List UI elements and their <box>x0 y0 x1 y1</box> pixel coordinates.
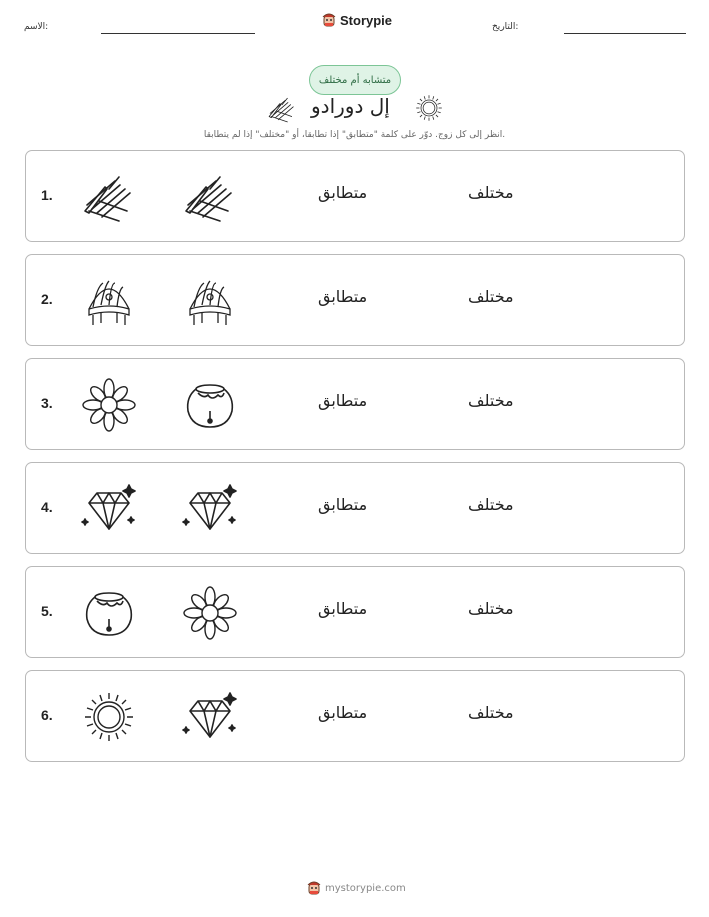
option-same[interactable]: متطابق <box>318 495 368 514</box>
page-header <box>0 0 709 50</box>
row-number: 2. <box>41 291 53 307</box>
row-number: 3. <box>41 395 53 411</box>
footer-url: mystorypie.com <box>325 882 406 894</box>
headdress-icon <box>79 273 139 329</box>
option-same[interactable]: متطابق <box>318 703 368 722</box>
page-title: إل دورادو <box>311 94 390 118</box>
option-same[interactable]: متطابق <box>318 183 368 202</box>
option-different[interactable]: مختلف <box>468 495 514 514</box>
date-label: التاريخ: <box>492 22 519 32</box>
option-different[interactable]: مختلف <box>468 703 514 722</box>
date-line <box>564 33 686 34</box>
diamond-icon <box>180 689 240 745</box>
exercise-row <box>25 670 685 762</box>
pot-icon <box>180 377 240 433</box>
raft-icon <box>265 94 299 124</box>
exercise-row <box>25 566 685 658</box>
brand-logo <box>322 12 392 28</box>
option-different[interactable]: مختلف <box>468 287 514 306</box>
row-number: 1. <box>41 187 53 203</box>
option-different[interactable]: مختلف <box>468 183 514 202</box>
name-label: الاسم: <box>24 22 49 32</box>
sun-icon <box>79 689 139 745</box>
raft-icon <box>180 169 240 225</box>
option-different[interactable]: مختلف <box>468 391 514 410</box>
row-number: 5. <box>41 603 53 619</box>
flower-icon <box>79 377 139 433</box>
instructions: انظر إلى كل زوج. دوّر على كلمة "متطابق" إذا تطابقا، أو "مختلف" إذا لم يتطابقا. <box>203 130 506 140</box>
brand-name: Storypie <box>340 12 393 28</box>
row-number: 4. <box>41 499 53 515</box>
activity-badge: متشابه أم مختلف <box>309 65 401 95</box>
raft-icon <box>79 169 139 225</box>
storypie-mascot-icon <box>322 12 336 28</box>
row-number: 6. <box>41 707 53 723</box>
diamond-icon <box>180 481 240 537</box>
exercise-row <box>25 462 685 554</box>
option-same[interactable]: متطابق <box>318 391 368 410</box>
option-same[interactable]: متطابق <box>318 599 368 618</box>
headdress-icon <box>180 273 240 329</box>
footer <box>307 880 406 896</box>
option-same[interactable]: متطابق <box>318 287 368 306</box>
pot-icon <box>79 585 139 641</box>
exercise-row <box>25 358 685 450</box>
exercise-row <box>25 254 685 346</box>
storypie-mascot-icon <box>307 880 321 896</box>
diamond-icon <box>79 481 139 537</box>
flower-icon <box>180 585 240 641</box>
sun-icon <box>413 93 445 123</box>
option-different[interactable]: مختلف <box>468 599 514 618</box>
name-line <box>101 33 255 34</box>
exercise-row <box>25 150 685 242</box>
